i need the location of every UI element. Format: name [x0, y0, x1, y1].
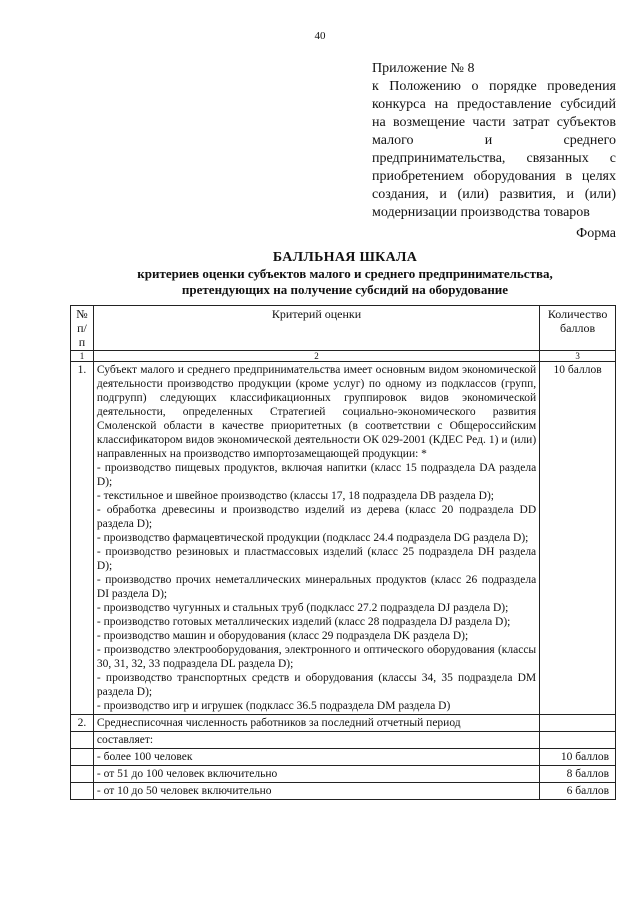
document-heading	[60, 250, 630, 298]
option-score: 10 баллов	[540, 749, 616, 766]
row2-cont-score-empty	[540, 732, 616, 749]
list-item: - производство фармацевтической продукции (подкласс 24.4 подраздела DG раздела D);	[96, 532, 529, 544]
list-item: - производство машин и оборудования (класс 29 подраздела DK раздела D);	[96, 630, 469, 642]
list-item: - производство игр и игрушек (подкласс 36.5 подраздела DM раздела D)	[96, 700, 451, 712]
option-num-empty	[71, 766, 94, 783]
table-row	[71, 783, 616, 800]
option-label: - более 100 человек	[93, 749, 539, 766]
page-number: 40	[314, 30, 326, 42]
heading-subtitle-2: претендующих на получение субсидий на оборудование	[181, 282, 509, 297]
list-item: - производство транспортных средств и оборудования (классы 34, 35 подраздела DM раздела D);	[96, 672, 537, 698]
table-row	[71, 362, 616, 715]
annex-text: к Положению о порядке проведения конкурса на предоставление субсидий на возмещение части затрат субъектов малого и среднего предпринимательства, связанных с приобретением оборудования в целях создания, и (или) развития, и (или) модернизации производства товаров	[372, 79, 616, 220]
table-header-row	[71, 306, 616, 351]
list-item: - производство резиновых и пластмассовых изделий (класс 25 подраздела DH раздела D);	[96, 546, 537, 572]
annex-title: Приложение № 8	[372, 61, 475, 76]
heading-title: БАЛЛЬНАЯ ШКАЛА	[272, 250, 418, 265]
list-item: - производство пищевых продуктов, включая напитки (класс 15 подраздела DA раздела D);	[96, 462, 537, 488]
list-item: - текстильное и швейное производство (классы 17, 18 подраздела DB раздела D);	[96, 490, 494, 502]
table-row	[71, 732, 616, 749]
row1-score: 10 баллов	[540, 362, 616, 715]
option-label: - от 51 до 100 человек включительно	[93, 766, 539, 783]
header-num: № п/п	[71, 306, 94, 351]
heading-subtitle-1: критериев оценки субъектов малого и среднего предпринимательства,	[137, 266, 553, 281]
row2-lead: Среднесписочная численность работников за последний отчетный период	[93, 715, 539, 732]
list-item: - обработка древесины и производство изделий из дерева (класс 20 подраздела DD раздела D);	[96, 504, 537, 530]
option-score: 6 баллов	[540, 783, 616, 800]
list-item: - производство чугунных и стальных труб (подкласс 27.2 подраздела DJ раздела D);	[96, 602, 509, 614]
index-2: 2	[93, 351, 539, 362]
option-label: - от 10 до 50 человек включительно	[93, 783, 539, 800]
table-index-row	[71, 351, 616, 362]
row2-num-empty	[71, 732, 94, 749]
table-row	[71, 766, 616, 783]
annex-block	[372, 60, 616, 222]
form-label: Форма	[576, 226, 616, 241]
header-criterion: Критерий оценки	[93, 306, 539, 351]
header-score: Количество баллов	[540, 306, 616, 351]
row2-score-empty	[540, 715, 616, 732]
row2-num: 2.	[71, 715, 94, 732]
table-row	[71, 715, 616, 732]
table-row	[71, 749, 616, 766]
row1-criterion	[93, 362, 539, 715]
index-1: 1	[71, 351, 94, 362]
option-score: 8 баллов	[540, 766, 616, 783]
row1-num: 1.	[71, 362, 94, 715]
list-item: - производство электрооборудования, электронного и оптического оборудования (классы 30, 31, 32, 33 подраздела DL раздела D);	[96, 644, 537, 670]
index-3: 3	[540, 351, 616, 362]
criteria-table	[70, 305, 616, 800]
option-num-empty	[71, 783, 94, 800]
row1-lead: Субъект малого и среднего предпринимательства имеет основным видом экономической деятельности производство продукции (кроме услуг) по одному из подклассов (групп, подгрупп) следующих классификационных группировок видов экономической деятельности, определенных Стратегией социально-экономического развития Смоленской области в качестве приоритетных (в соответствии с Общероссийским классификатором видов экономической деятельности ОК 029-2001 (КДЕС Ред. 1) и (или) направленных на производство импортозамещающей продукции: *	[96, 364, 537, 460]
option-num-empty	[71, 749, 94, 766]
list-item: - производство прочих неметаллических минеральных продуктов (класс 26 подраздела DI раздела D);	[96, 574, 537, 600]
list-item: - производство готовых металлических изделий (класс 28 подраздела DJ раздела D);	[96, 616, 511, 628]
row2-lead-cont: составляет:	[93, 732, 539, 749]
